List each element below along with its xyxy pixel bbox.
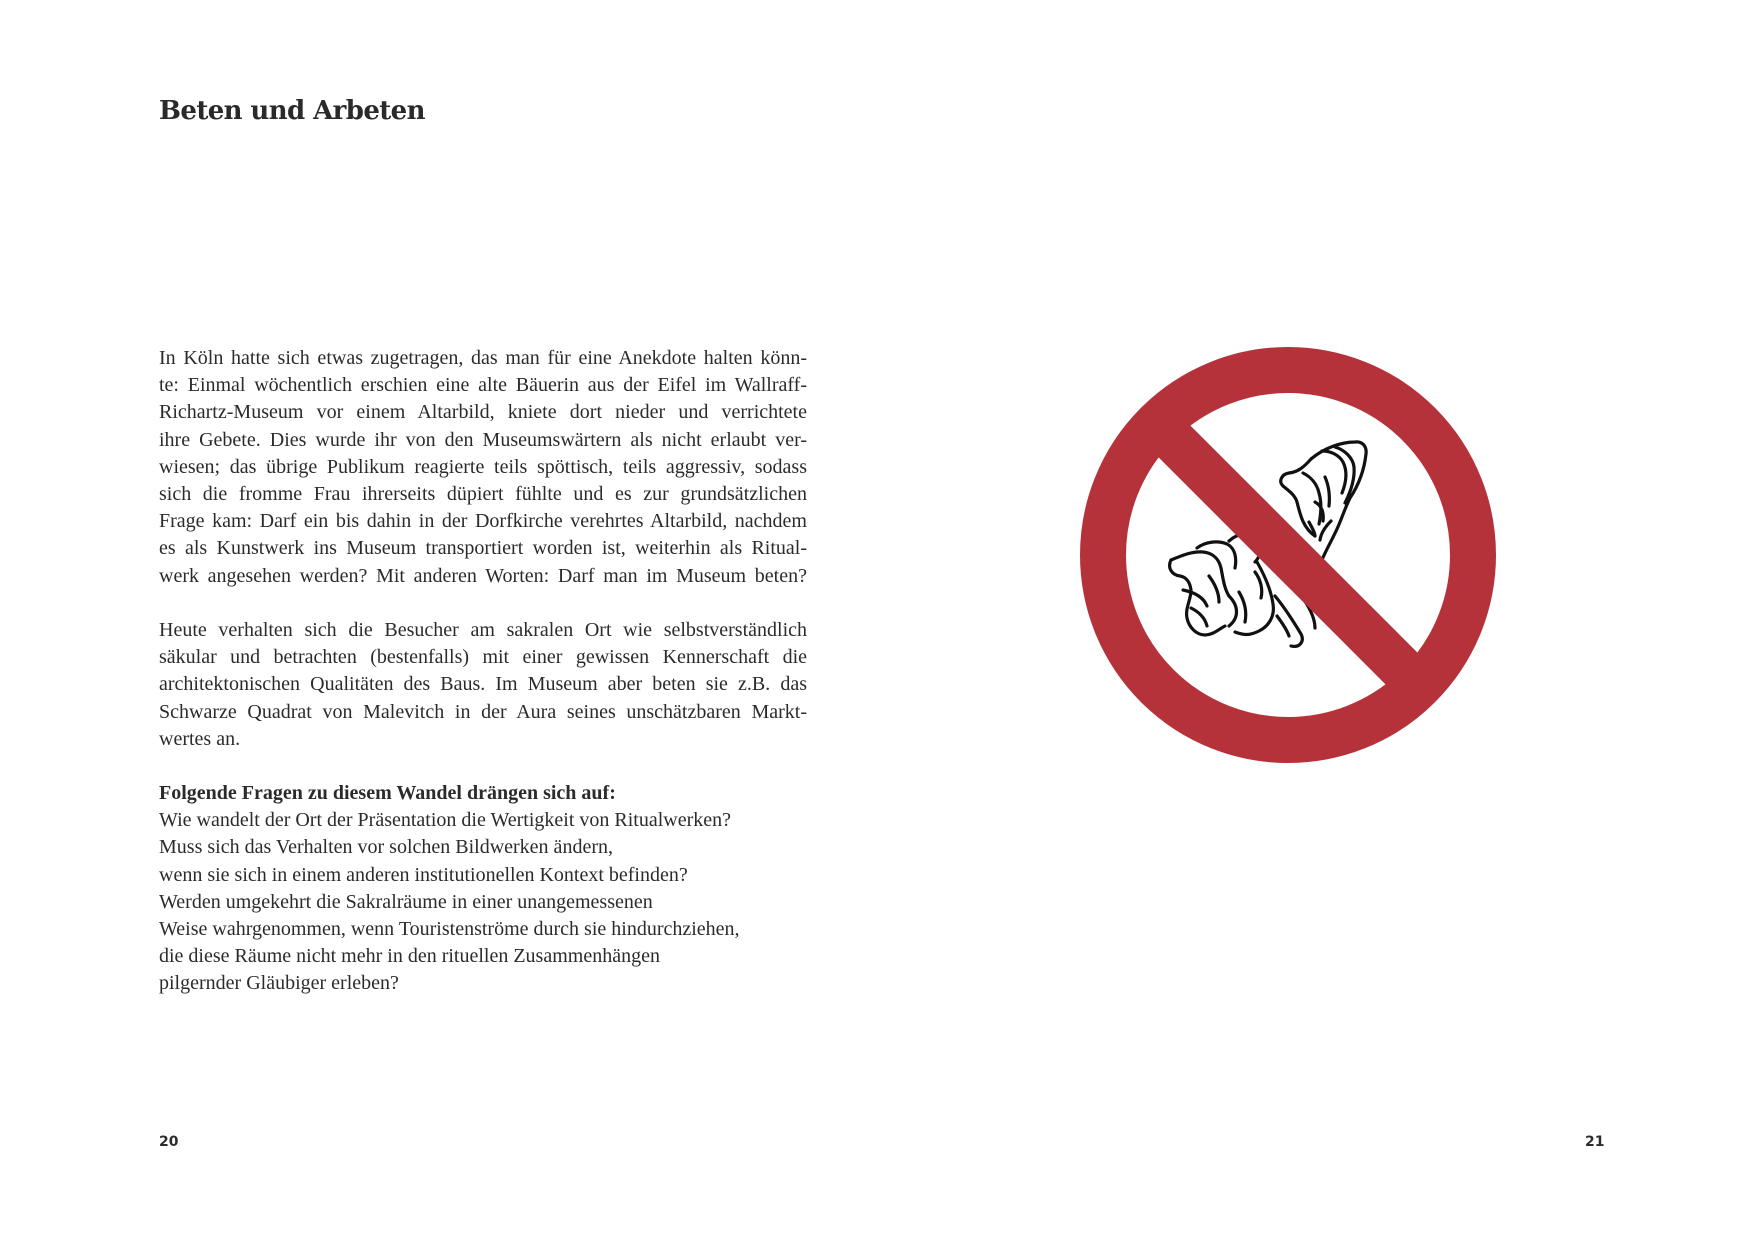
question-line: pilgernder Gläubiger erleben? — [159, 972, 399, 995]
text-line: sich die fromme Frau ihrerseits düpiert fühlte und es zur grundsätzlichen — [159, 482, 807, 505]
page-number-right: 21 — [1585, 1134, 1605, 1150]
no-praying-hands-icon — [1079, 346, 1497, 764]
question-line: wenn sie sich in einem anderen institutionellen Kontext befinden? — [159, 863, 688, 886]
text-line: te: Einmal wöchentlich erschien eine alte Bäuerin aus der Eifel im Wallraff- — [159, 374, 807, 397]
text-line: es als Kunstwerk ins Museum transportiert worden ist, weiterhin als Ritual- — [159, 537, 807, 560]
text-line: Heute verhalten sich die Besucher am sakralen Ort wie selbstverständlich — [159, 619, 807, 641]
text-line: wiesen; das übrige Publikum reagierte teils spöttisch, teils aggressiv, sodass — [159, 455, 807, 478]
text-line: ihre Gebete. Dies wurde ihr von den Museumswärtern als nicht erlaubt ver- — [159, 428, 807, 451]
paragraph-anecdote — [159, 345, 807, 590]
text-line: Frage kam: Darf ein bis dahin in der Dorfkirche verehrtes Altarbild, nachdem — [159, 510, 807, 533]
question-line: Muss sich das Verhalten vor solchen Bildwerken ändern, — [159, 836, 613, 859]
chapter-heading: Beten und Arbeten — [159, 96, 425, 126]
question-line: Wie wandelt der Ort der Präsentation die Wertigkeit von Ritualwerken? — [159, 809, 732, 832]
text-line: wertes an. — [159, 727, 241, 750]
question-line: Weise wahrgenommen, wenn Touristenströme durch sie hindurchziehen, — [159, 917, 740, 940]
text-line: In Köln hatte sich etwas zugetragen, das man für eine Anekdote halten könn- — [159, 347, 807, 369]
question-line: Werden umgekehrt die Sakralräume in einer unangemessenen — [159, 890, 653, 913]
page-number-left: 20 — [159, 1134, 179, 1150]
text-line: säkular und betrachten (bestenfalls) mit einer gewissen Kennerschaft die — [159, 646, 807, 669]
question-line: die diese Räume nicht mehr in den rituellen Zusammenhängen — [159, 945, 660, 968]
questions-heading: Folgende Fragen zu diesem Wandel drängen sich auf: — [159, 782, 616, 804]
text-line: Richartz-Museum vor einem Altarbild, kniete dort nieder und verrichtete — [159, 401, 807, 424]
text-line: Schwarze Quadrat von Malevitch in der Aura seines unschätzbaren Markt- — [159, 700, 807, 723]
paragraph-visitors — [159, 617, 807, 753]
text-line: werk angesehen werden? Mit anderen Worten: Darf man im Museum beten? — [159, 564, 807, 587]
text-line: architektonischen Qualitäten des Baus. Im Museum aber beten sie z.B. das — [159, 673, 807, 696]
questions-block — [159, 780, 807, 998]
